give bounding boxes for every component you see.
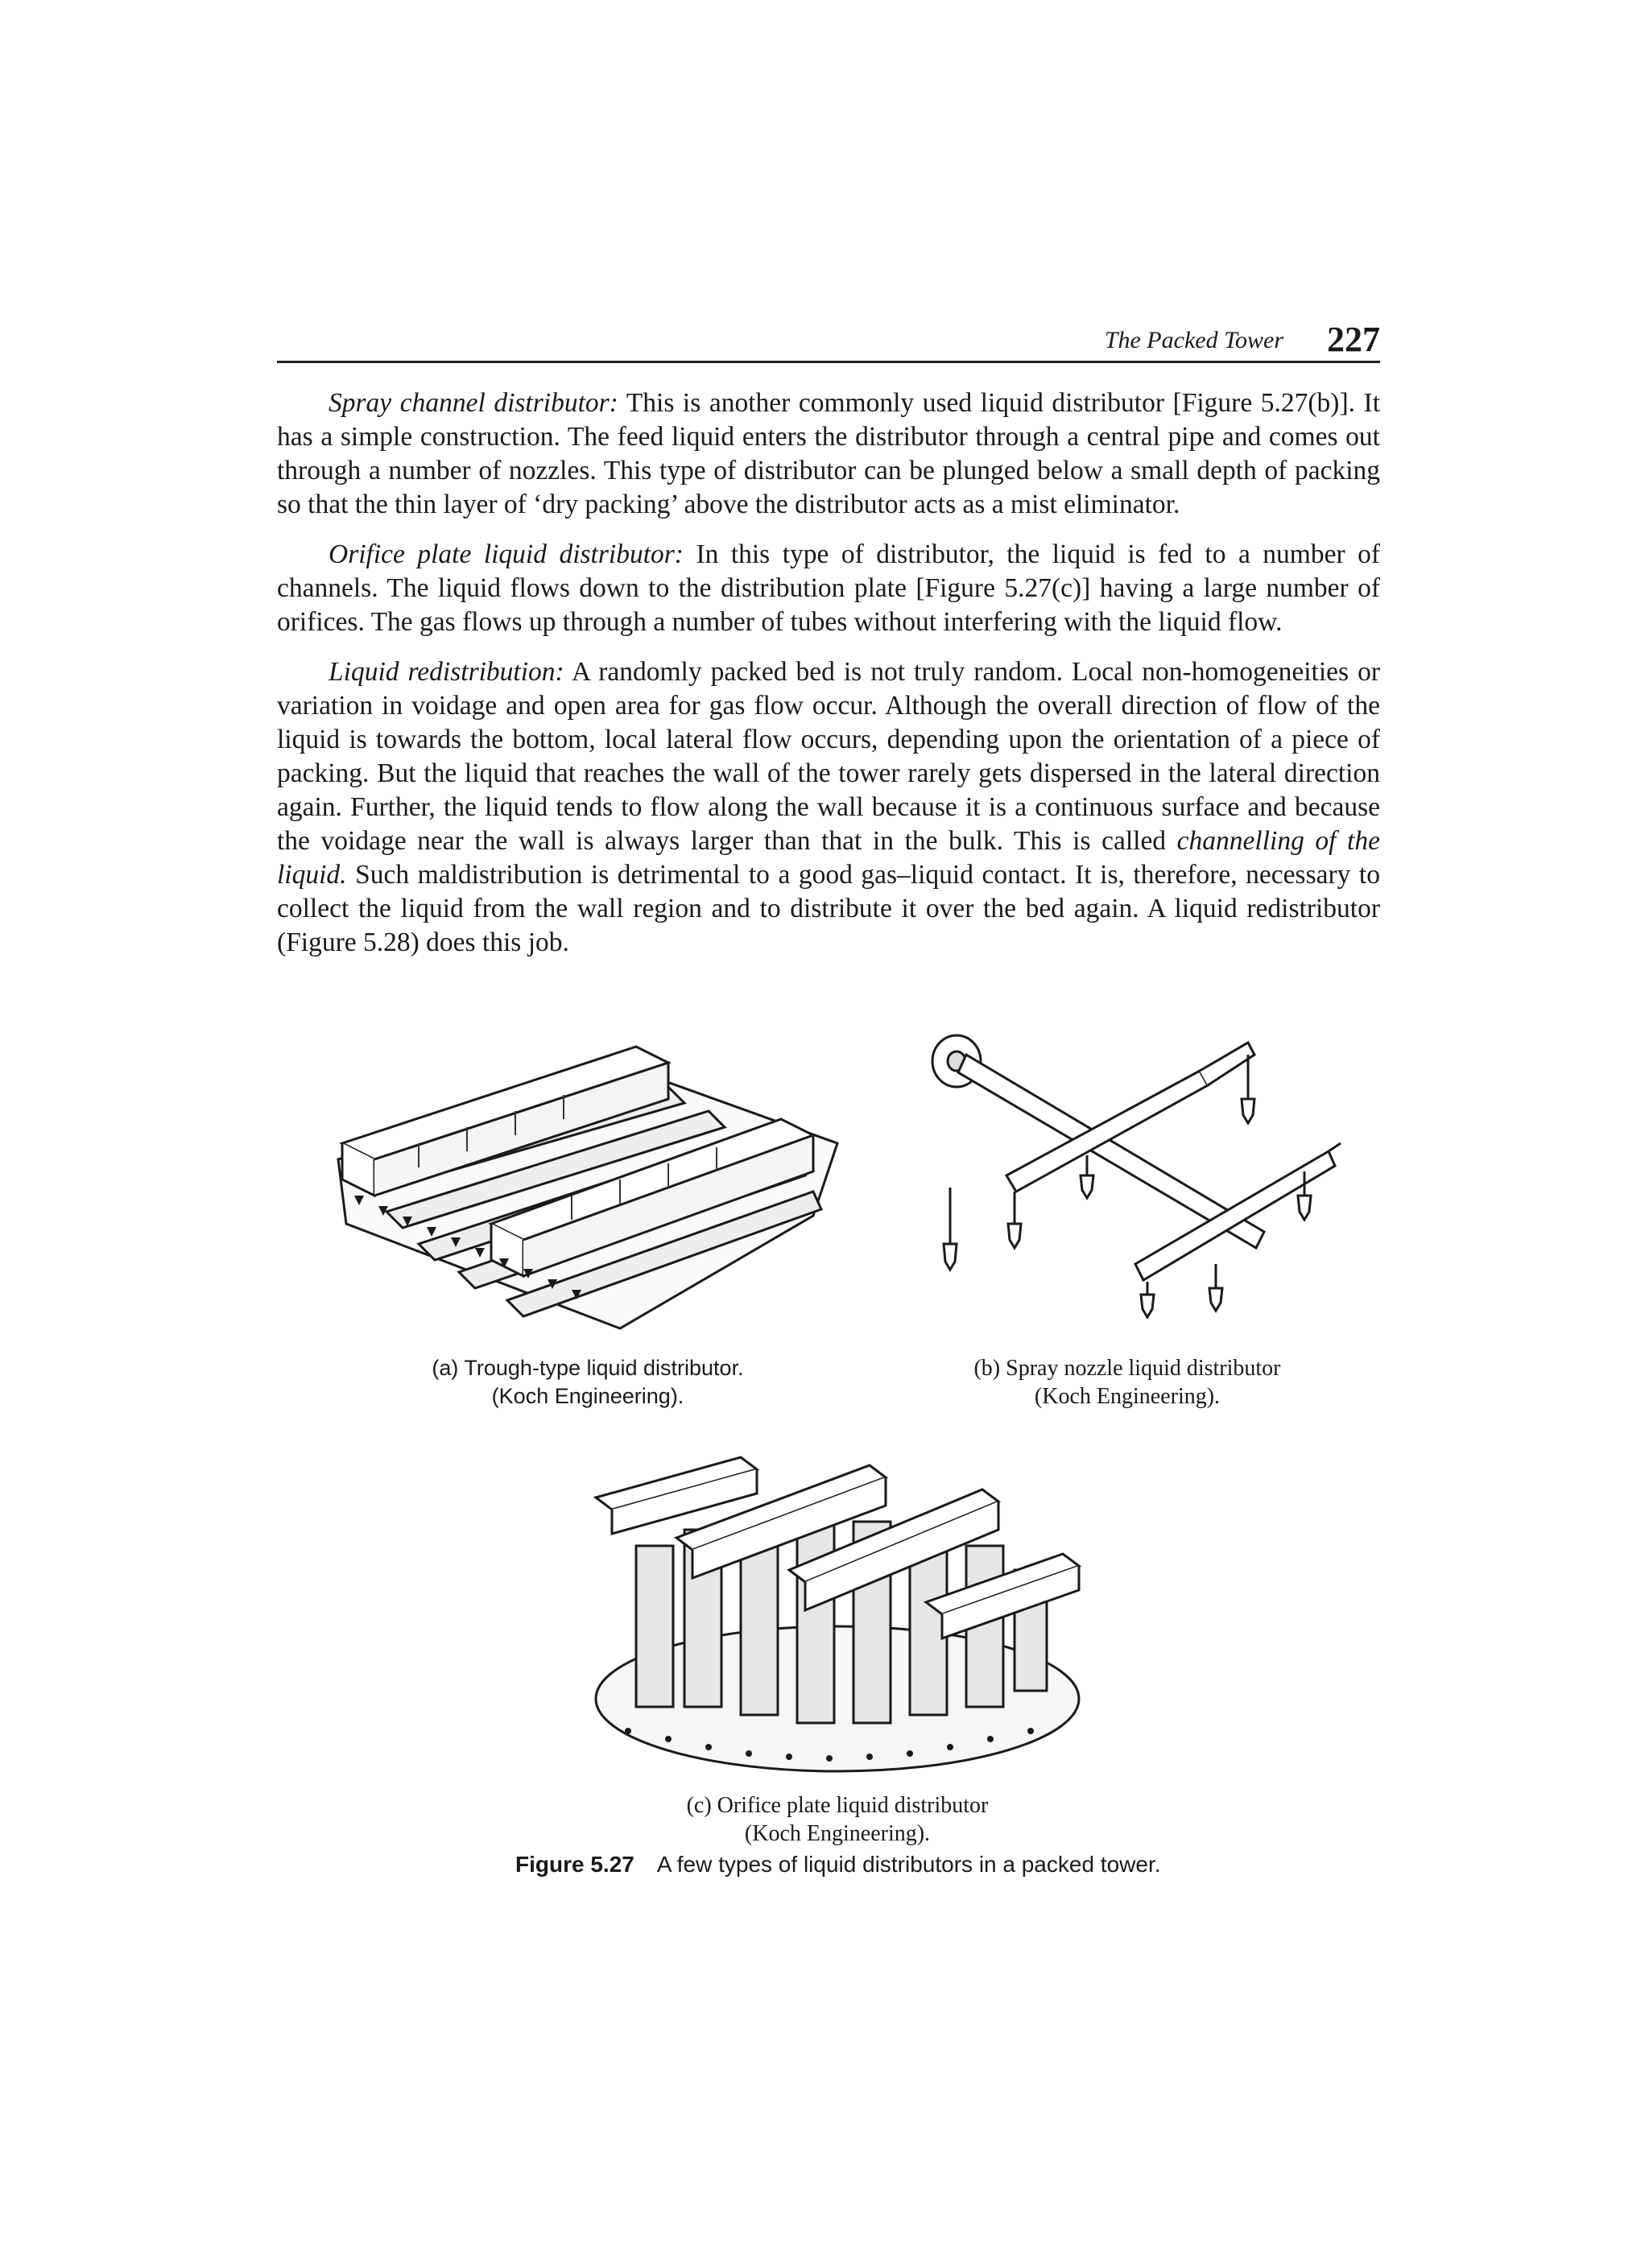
paragraph-emphasis: channelling of the liquid. [277,826,1380,890]
figure-b-caption [926,1354,1329,1411]
paragraph-lead: Spray channel distributor: [329,388,618,418]
paragraph-spray-channel [277,386,1380,522]
figure-caption [515,1852,1240,1878]
paragraph-lead: Liquid redistribution: [329,657,564,687]
spray-nozzle-illustration [926,1022,1345,1328]
figure-c-orifice-distributor [580,1433,1095,1779]
running-title: The Packed Tower [1104,327,1283,353]
paragraph-text: A randomly packed bed is not truly random. Local non-homogeneities or variation in voidage and open area for gas flow occur. Although the overall direction of flow of the liquid is towards the bottom, local lateral flow occurs, depending upon the orientation of a piece of packing. But the liquid that reaches the wall of the tower rarely gets dispersed in the lateral direction again. Further, the liquid tends to flow along the wall because it is a continuous surface and because the voidage near the wall is always larger than that in the bulk. This is called [277,657,1380,856]
figure-a-trough-distributor [330,1022,845,1345]
figure-a-caption [386,1354,789,1411]
page-number: 227 [1327,320,1380,359]
figure-a-caption-line1: (a) Trough-type liquid distributor. [432,1356,744,1380]
running-head [277,322,1380,363]
paragraph-lead: Orifice plate liquid distributor: [329,539,684,569]
figure-number: Figure 5.27 [515,1852,634,1877]
paragraph-text: In this type of distributor, the liquid is fed to a number of channels. The liquid flows down to the distribution plate [Figure 5.27(c)] having a large number of orifices. The gas flows up through a number of tubes without interfering with the liquid flow. [277,539,1380,637]
orifice-plate-illustration [580,1433,1095,1779]
figure-c-caption [636,1791,1039,1848]
paragraph-text: This is another commonly used liquid distributor [Figure 5.27(b)]. It has a simple construction. The feed liquid enters the distributor through a central pipe and comes out through a number of nozzles. This type of distributor can be plunged below a small depth of packing so that the thin layer of ‘dry packing’ above the distributor acts as a mist eliminator. [277,388,1381,519]
figure-a-caption-line2: (Koch Engineering). [491,1384,684,1408]
figure-c-caption-line1: (c) Orifice plate liquid distributor [686,1793,989,1818]
body-text [277,386,1380,976]
figure-b-caption-line2: (Koch Engineering). [1034,1384,1221,1409]
figure-c-caption-line2: (Koch Engineering). [744,1821,931,1846]
figure-b-spray-distributor [926,1022,1345,1328]
paragraph-redistribution [277,655,1380,960]
figure-caption-text: A few types of liquid distributors in a packed tower. [656,1852,1161,1877]
paragraph-text: Such maldistribution is detrimental to a good gas–liquid contact. It is, therefore, necessary to collect the liquid from the wall region and to distribute it over the bed again. A liquid redistributor (Figure 5.28) does this job. [277,860,1380,957]
trough-distributor-illustration [330,1022,845,1345]
paragraph-orifice-plate [277,538,1380,639]
figure-b-caption-line1: (b) Spray nozzle liquid distributor [973,1356,1281,1381]
